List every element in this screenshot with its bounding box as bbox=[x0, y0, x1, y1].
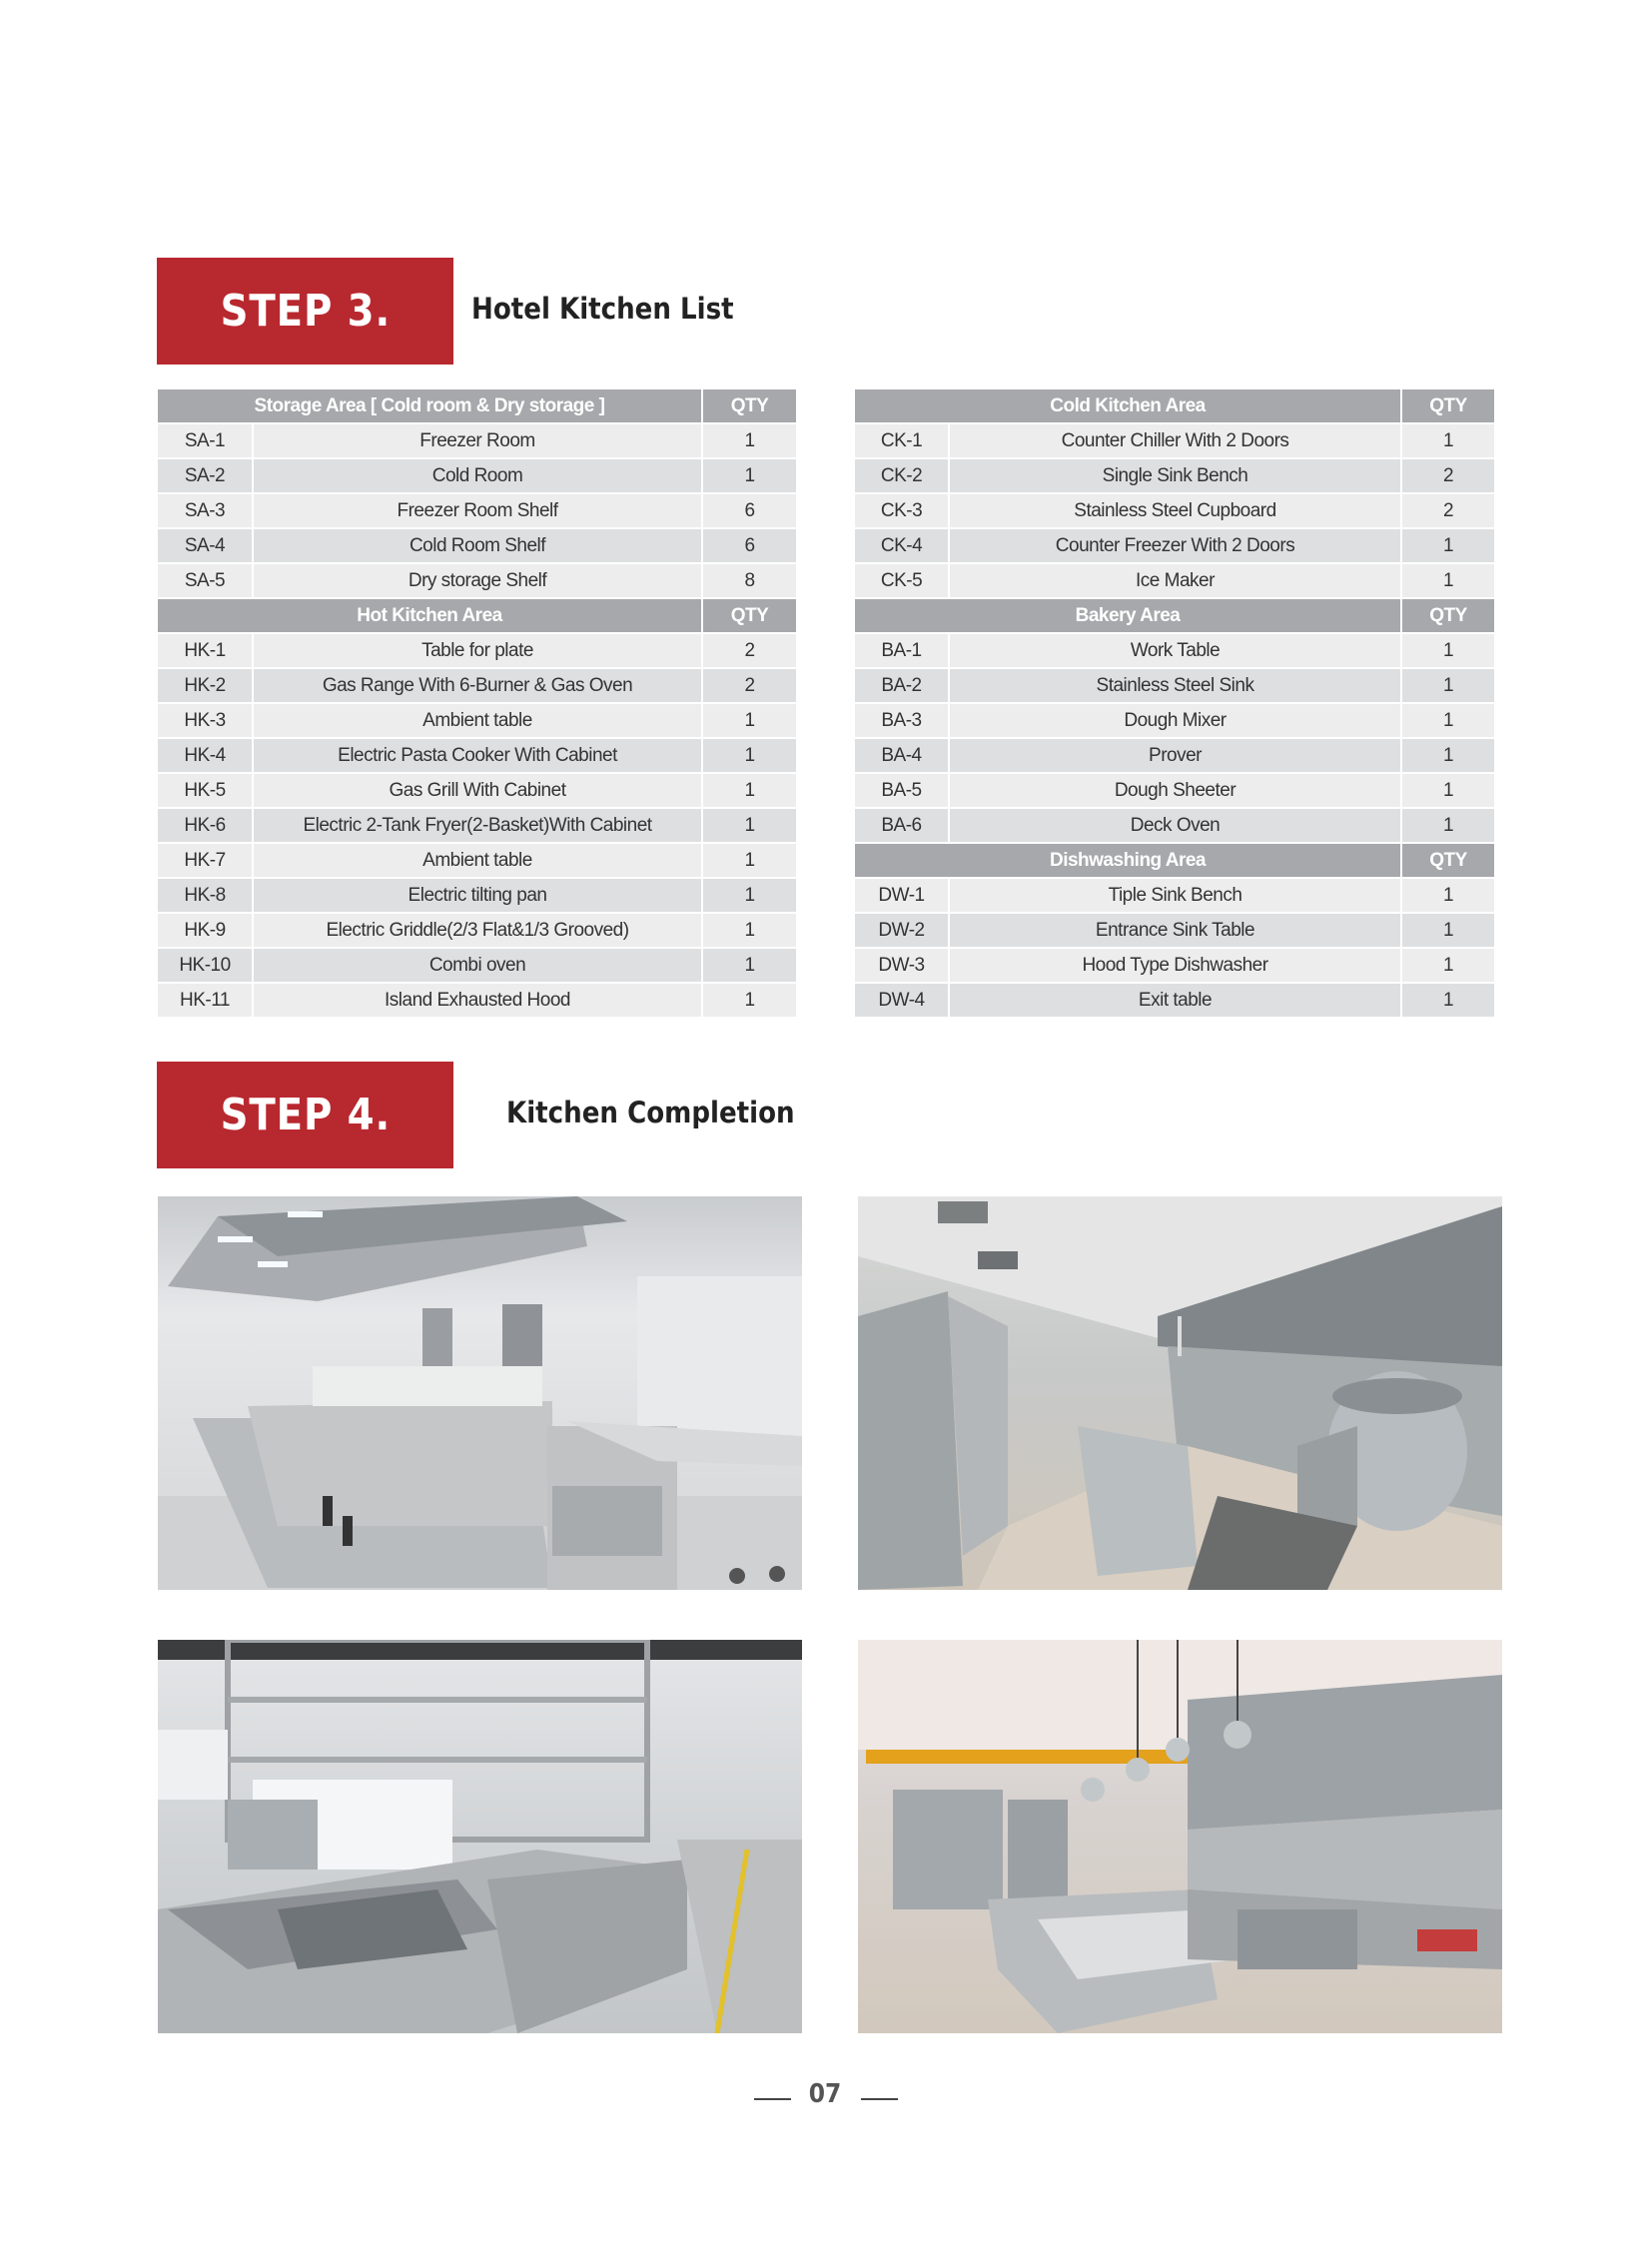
step-4-label: STEP 4. bbox=[220, 1090, 391, 1140]
item-qty: 1 bbox=[1400, 634, 1494, 669]
table-row bbox=[158, 494, 796, 529]
section-header: Dishwashing Area bbox=[855, 844, 1400, 879]
item-name: Electric 2-Tank Fryer(2-Basket)With Cabinet bbox=[252, 809, 701, 844]
section-header-row bbox=[158, 389, 796, 424]
item-qty: 1 bbox=[1400, 914, 1494, 949]
item-name: Work Table bbox=[948, 634, 1400, 669]
section-header: Hot Kitchen Area bbox=[158, 599, 701, 634]
item-code: DW-4 bbox=[855, 984, 948, 1019]
item-code: HK-3 bbox=[158, 704, 252, 739]
left-equipment-table bbox=[158, 389, 796, 1019]
table-row bbox=[855, 879, 1494, 914]
item-qty: 1 bbox=[1400, 529, 1494, 564]
table-row bbox=[855, 739, 1494, 774]
item-name: Cold Room bbox=[252, 459, 701, 494]
step-3-badge bbox=[157, 258, 453, 365]
item-name: Counter Freezer With 2 Doors bbox=[948, 529, 1400, 564]
item-name: Hood Type Dishwasher bbox=[948, 949, 1400, 984]
corridor-and-kettles-image bbox=[858, 1196, 1502, 1590]
item-name: Island Exhausted Hood bbox=[252, 984, 701, 1019]
item-code: HK-10 bbox=[158, 949, 252, 984]
item-code: HK-1 bbox=[158, 634, 252, 669]
kitchen-photo-2 bbox=[858, 1196, 1502, 1590]
table-row bbox=[855, 949, 1494, 984]
section-header-row bbox=[855, 599, 1494, 634]
section-header: Storage Area [ Cold room & Dry storage ] bbox=[158, 389, 701, 424]
item-qty: 1 bbox=[701, 844, 796, 879]
item-code: HK-9 bbox=[158, 914, 252, 949]
table-row bbox=[855, 809, 1494, 844]
item-qty: 1 bbox=[701, 774, 796, 809]
item-name: Deck Oven bbox=[948, 809, 1400, 844]
item-name: Stainless Steel Cupboard bbox=[948, 494, 1400, 529]
item-code: HK-6 bbox=[158, 809, 252, 844]
item-code: BA-1 bbox=[855, 634, 948, 669]
item-qty: 1 bbox=[701, 984, 796, 1019]
item-qty: 1 bbox=[701, 914, 796, 949]
table-row bbox=[855, 774, 1494, 809]
item-name: Dry storage Shelf bbox=[252, 564, 701, 599]
item-qty: 1 bbox=[1400, 739, 1494, 774]
item-qty: 1 bbox=[1400, 424, 1494, 459]
qty-header: QTY bbox=[1400, 844, 1494, 879]
step-4-title: Kitchen Completion bbox=[506, 1096, 795, 1129]
item-code: HK-11 bbox=[158, 984, 252, 1019]
item-name: Exit table bbox=[948, 984, 1400, 1019]
heat-lamps-and-tables-image bbox=[858, 1640, 1502, 2033]
item-name: Counter Chiller With 2 Doors bbox=[948, 424, 1400, 459]
item-code: SA-5 bbox=[158, 564, 252, 599]
item-qty: 2 bbox=[701, 634, 796, 669]
item-code: SA-3 bbox=[158, 494, 252, 529]
qty-header: QTY bbox=[1400, 599, 1494, 634]
table-row bbox=[855, 914, 1494, 949]
section-header: Bakery Area bbox=[855, 599, 1400, 634]
item-code: HK-7 bbox=[158, 844, 252, 879]
item-code: BA-6 bbox=[855, 809, 948, 844]
item-qty: 1 bbox=[1400, 774, 1494, 809]
item-code: HK-2 bbox=[158, 669, 252, 704]
item-qty: 1 bbox=[1400, 879, 1494, 914]
qty-header: QTY bbox=[1400, 389, 1494, 424]
page-number: 07 bbox=[808, 2079, 842, 2109]
item-name: Gas Grill With Cabinet bbox=[252, 774, 701, 809]
item-qty: 1 bbox=[1400, 704, 1494, 739]
item-code: CK-1 bbox=[855, 424, 948, 459]
qty-header: QTY bbox=[701, 599, 796, 634]
item-code: CK-4 bbox=[855, 529, 948, 564]
item-code: BA-4 bbox=[855, 739, 948, 774]
item-code: SA-2 bbox=[158, 459, 252, 494]
footer-right-rule bbox=[861, 2098, 898, 2100]
item-qty: 1 bbox=[701, 424, 796, 459]
section-header-row bbox=[855, 844, 1494, 879]
item-qty: 1 bbox=[701, 739, 796, 774]
item-qty: 1 bbox=[701, 704, 796, 739]
item-qty: 6 bbox=[701, 529, 796, 564]
section-header: Cold Kitchen Area bbox=[855, 389, 1400, 424]
item-code: SA-4 bbox=[158, 529, 252, 564]
item-qty: 1 bbox=[1400, 564, 1494, 599]
item-code: HK-8 bbox=[158, 879, 252, 914]
table-row bbox=[158, 739, 796, 774]
table-row bbox=[158, 564, 796, 599]
table-row bbox=[158, 459, 796, 494]
step-3-title: Hotel Kitchen List bbox=[471, 292, 734, 326]
section-header-row bbox=[855, 389, 1494, 424]
item-name: Electric Griddle(2/3 Flat&1/3 Grooved) bbox=[252, 914, 701, 949]
hood-and-cooking-line-image bbox=[158, 1196, 802, 1590]
kitchen-photo-4 bbox=[858, 1640, 1502, 2033]
table-row bbox=[158, 424, 796, 459]
table-row bbox=[855, 494, 1494, 529]
item-code: DW-2 bbox=[855, 914, 948, 949]
table-row bbox=[855, 704, 1494, 739]
right-equipment-table bbox=[855, 389, 1494, 1019]
item-qty: 1 bbox=[1400, 984, 1494, 1019]
table-row bbox=[158, 984, 796, 1019]
table-row bbox=[158, 774, 796, 809]
item-qty: 1 bbox=[701, 459, 796, 494]
table-row bbox=[855, 564, 1494, 599]
item-code: HK-5 bbox=[158, 774, 252, 809]
item-qty: 1 bbox=[701, 809, 796, 844]
item-name: Tiple Sink Bench bbox=[948, 879, 1400, 914]
item-name: Gas Range With 6-Burner & Gas Oven bbox=[252, 669, 701, 704]
table-row bbox=[855, 529, 1494, 564]
table-row bbox=[855, 459, 1494, 494]
item-code: DW-1 bbox=[855, 879, 948, 914]
item-qty: 1 bbox=[1400, 809, 1494, 844]
table-row bbox=[158, 634, 796, 669]
item-code: CK-3 bbox=[855, 494, 948, 529]
item-code: BA-5 bbox=[855, 774, 948, 809]
table-row bbox=[855, 984, 1494, 1019]
item-qty: 8 bbox=[701, 564, 796, 599]
item-name: Ambient table bbox=[252, 704, 701, 739]
item-code: SA-1 bbox=[158, 424, 252, 459]
item-name: Prover bbox=[948, 739, 1400, 774]
footer-left-rule bbox=[754, 2098, 791, 2100]
item-name: Electric Pasta Cooker With Cabinet bbox=[252, 739, 701, 774]
item-name: Dough Sheeter bbox=[948, 774, 1400, 809]
item-code: CK-2 bbox=[855, 459, 948, 494]
item-qty: 2 bbox=[1400, 459, 1494, 494]
item-qty: 6 bbox=[701, 494, 796, 529]
item-name: Table for plate bbox=[252, 634, 701, 669]
item-name: Combi oven bbox=[252, 949, 701, 984]
item-name: Ice Maker bbox=[948, 564, 1400, 599]
item-code: BA-2 bbox=[855, 669, 948, 704]
item-name: Ambient table bbox=[252, 844, 701, 879]
item-qty: 1 bbox=[701, 949, 796, 984]
table-row bbox=[855, 634, 1494, 669]
item-name: Electric tilting pan bbox=[252, 879, 701, 914]
table-row bbox=[158, 914, 796, 949]
item-qty: 2 bbox=[701, 669, 796, 704]
item-code: HK-4 bbox=[158, 739, 252, 774]
section-header-row bbox=[158, 599, 796, 634]
table-row bbox=[158, 669, 796, 704]
item-qty: 2 bbox=[1400, 494, 1494, 529]
table-row bbox=[158, 704, 796, 739]
table-row bbox=[158, 844, 796, 879]
step-3-label: STEP 3. bbox=[220, 286, 391, 337]
table-row bbox=[158, 879, 796, 914]
item-name: Single Sink Bench bbox=[948, 459, 1400, 494]
item-name: Freezer Room bbox=[252, 424, 701, 459]
item-code: DW-3 bbox=[855, 949, 948, 984]
item-qty: 1 bbox=[701, 879, 796, 914]
kitchen-photo-3 bbox=[158, 1640, 802, 2033]
table-row bbox=[855, 669, 1494, 704]
item-name: Cold Room Shelf bbox=[252, 529, 701, 564]
sink-bench-image bbox=[158, 1640, 802, 2033]
item-name: Entrance Sink Table bbox=[948, 914, 1400, 949]
qty-header: QTY bbox=[701, 389, 796, 424]
step-4-badge bbox=[157, 1062, 453, 1168]
table-row bbox=[158, 949, 796, 984]
table-row bbox=[855, 424, 1494, 459]
item-qty: 1 bbox=[1400, 949, 1494, 984]
item-qty: 1 bbox=[1400, 669, 1494, 704]
kitchen-photo-1 bbox=[158, 1196, 802, 1590]
item-code: BA-3 bbox=[855, 704, 948, 739]
item-name: Freezer Room Shelf bbox=[252, 494, 701, 529]
table-row bbox=[158, 809, 796, 844]
table-row bbox=[158, 529, 796, 564]
item-name: Stainless Steel Sink bbox=[948, 669, 1400, 704]
item-name: Dough Mixer bbox=[948, 704, 1400, 739]
item-code: CK-5 bbox=[855, 564, 948, 599]
